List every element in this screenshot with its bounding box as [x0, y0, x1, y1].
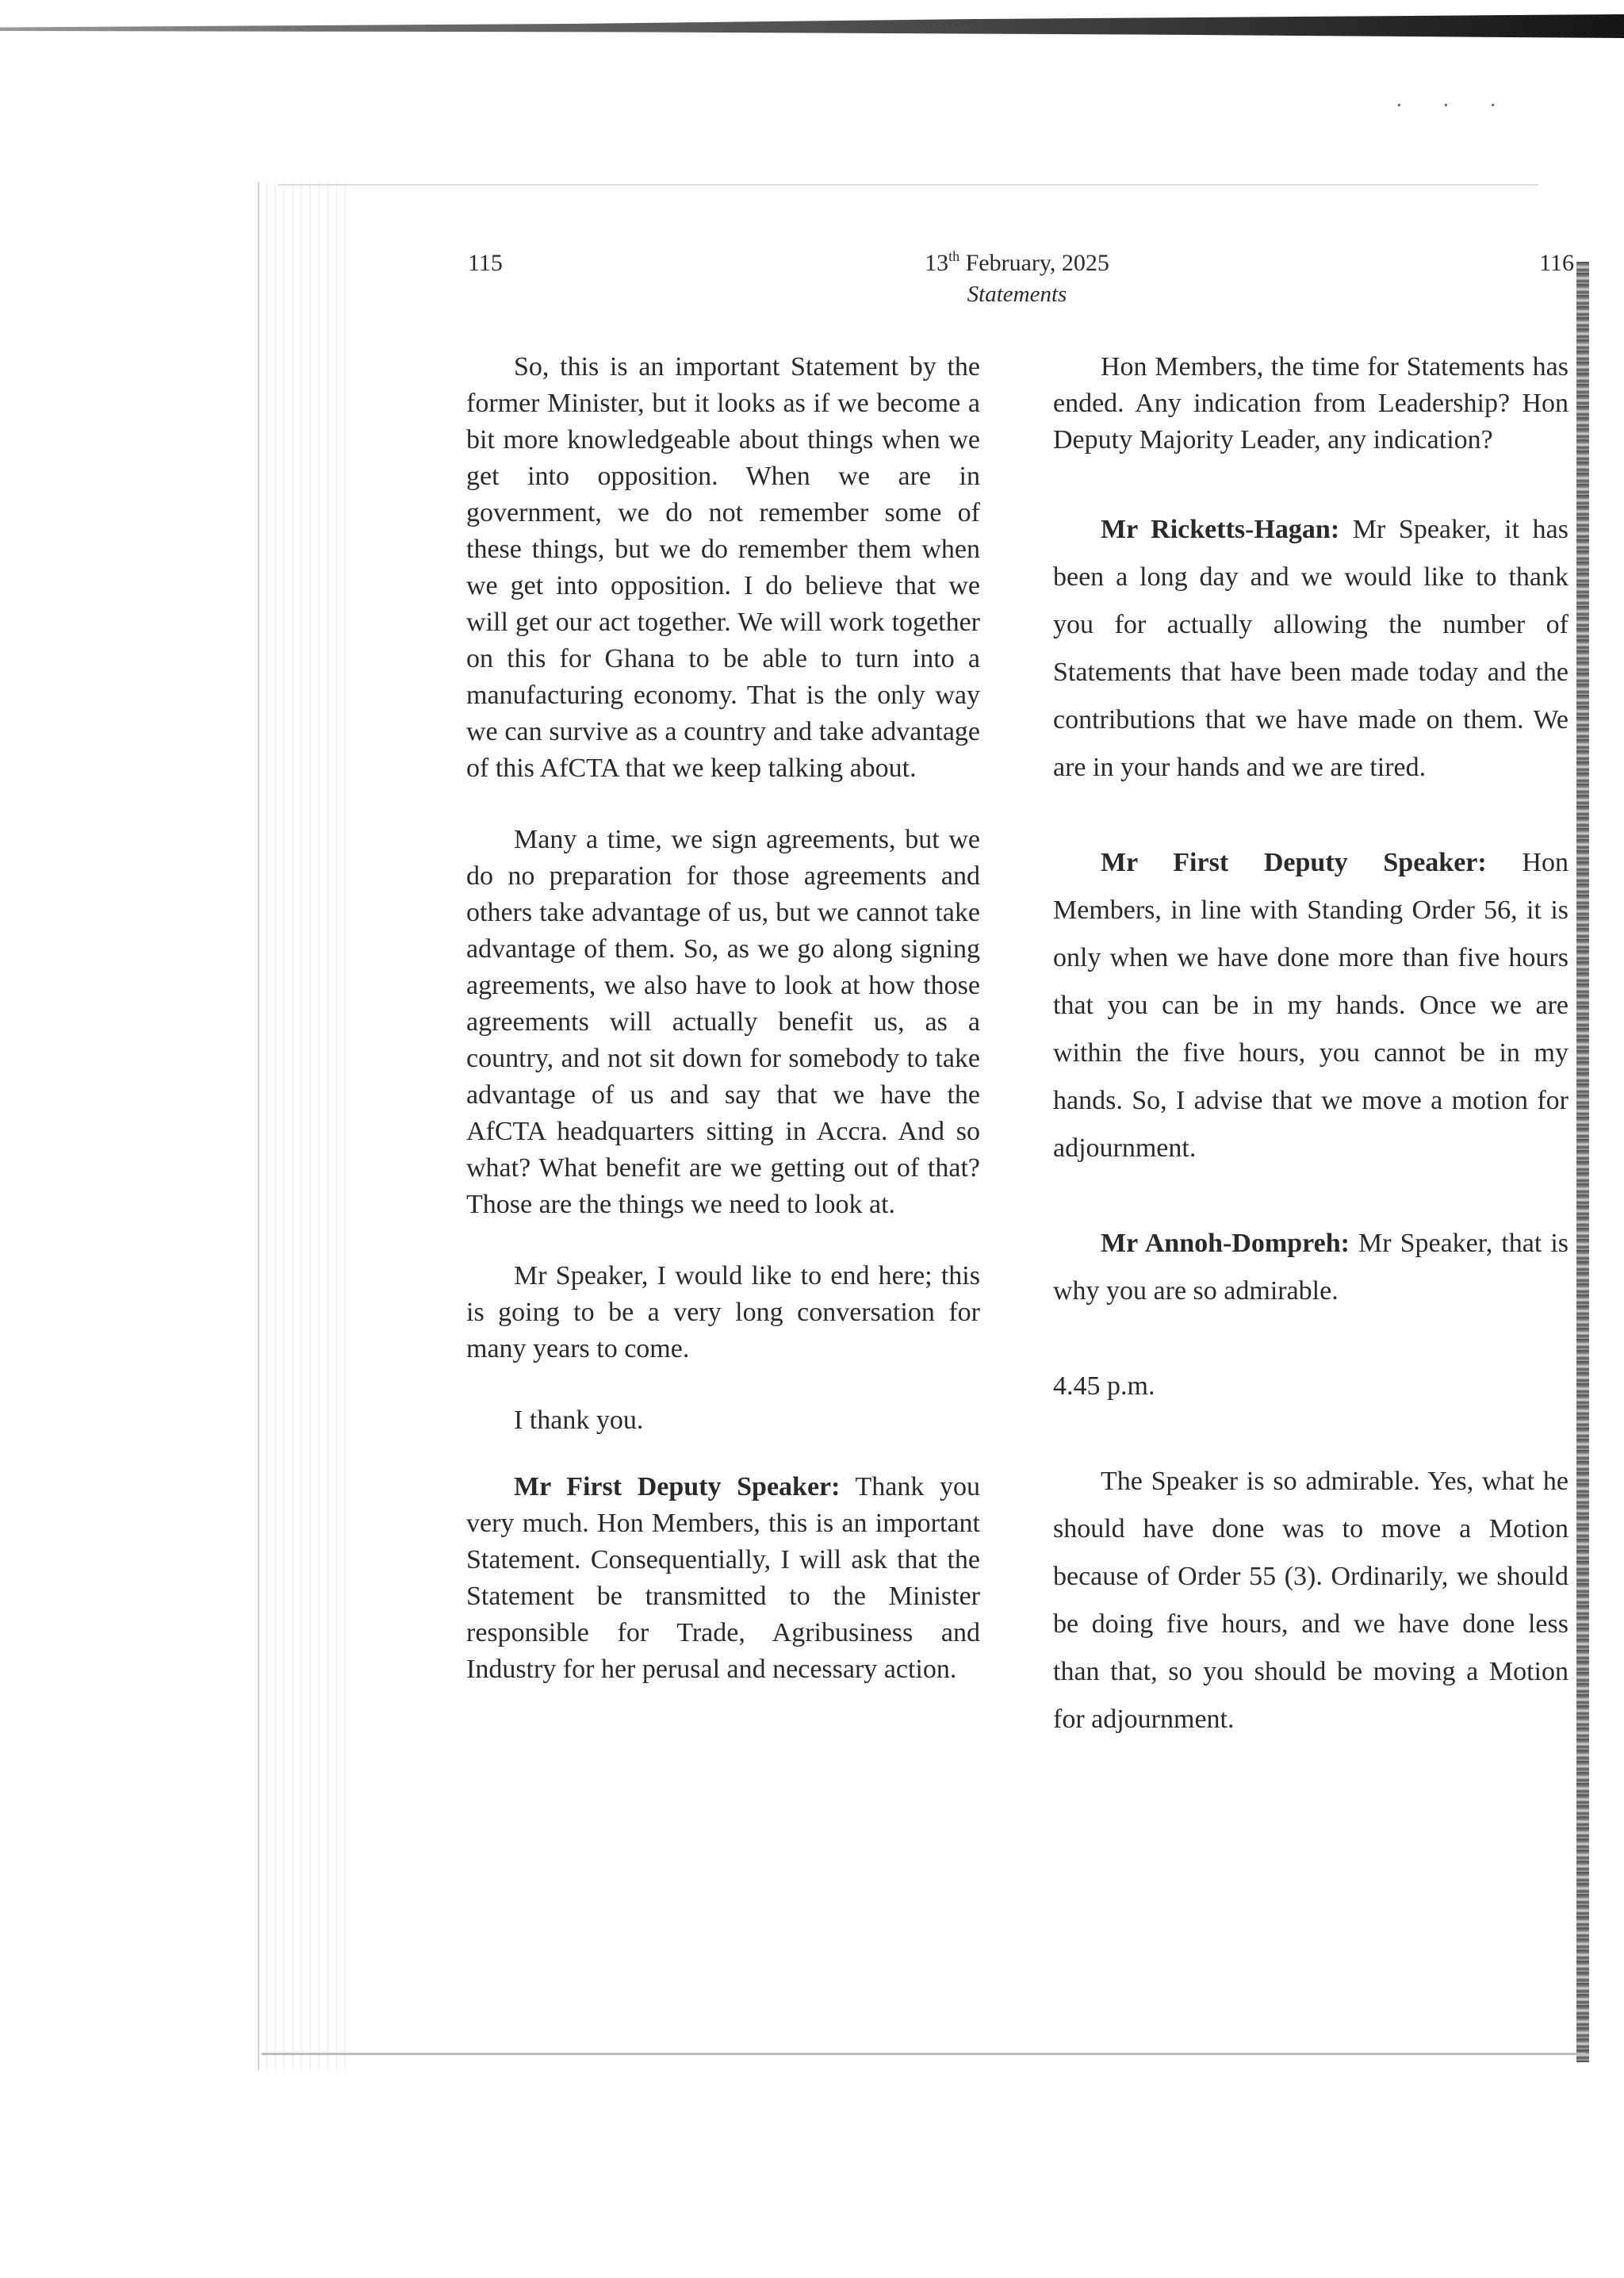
section-title: Statements: [967, 282, 1067, 307]
date-day: 13: [925, 250, 949, 276]
speaker-name: Mr Ricketts-Hagan:: [1101, 515, 1340, 544]
time-stamp: 4.45 p.m.: [1053, 1371, 1155, 1401]
speaker-paragraph: [1053, 1220, 1568, 1315]
page-edge-bottom: [262, 2053, 1586, 2055]
speaker-paragraph: [1053, 839, 1568, 1172]
page-number-left: 115: [468, 250, 503, 276]
left-column: [466, 349, 980, 1723]
page-edge-top: [278, 184, 1538, 186]
paragraph: I thank you.: [514, 1406, 644, 1435]
speech-text: Hon Members, in line with Standing Order 56, it is only when we have done more than five hours that you can be in my hands. Once we are within the five hours, you cannot be in my hands. So, I advise that we move a motion for adjournment.: [1053, 848, 1568, 1163]
page-header: [460, 250, 1574, 321]
book-spine-left: [258, 182, 347, 2070]
paragraph: Many a time, we sign agreements, but we do no preparation for those agreements and others take advantage of us, but we cannot take advantage of them. So, as we go along signing agreements, we also have to look at how those agreements will actually benefit us, as a country, and not sit down for somebody to take advantage of us and say that we have the AfCTA headquarters sitting in Accra. And so what? What benefit are we getting out of that? Those are the things we need to look at.: [466, 825, 980, 1219]
scan-specks: · · ·: [1396, 94, 1514, 117]
paragraph: So, this is an important Statement by the former Minister, but it looks as if we become a bit more knowledgeable about things when we get into opposition. When we are in government, we do not remember some of these things, but we do remember them when we get into opposition. I do believe that we will get our act together. We will work together on this for Ghana to be able to turn into a manufacturing economy. That is the only way we can survive as a country and take advantage of this AfCTA that we keep talking about.: [466, 352, 980, 783]
speaker-paragraph: [466, 1469, 980, 1688]
speaker-paragraph: [1053, 506, 1568, 792]
speech-text: Thank you very much. Hon Members, this is an important Statement. Consequentially, I will ask that the Statement be transmitted to the Minister responsible for Trade, Agribusiness and Industry for her perusal and necessary action.: [466, 1472, 980, 1684]
page-number-right: 116: [1539, 250, 1574, 276]
paragraph: The Speaker is so admirable. Yes, what he should have done was to move a Motion because of Order 55 (3). Ordinarily, we should be doing five hours, and we have done less than that, so you should be moving a Motion for adjournment.: [1053, 1467, 1568, 1734]
speaker-name: Mr First Deputy Speaker:: [514, 1472, 841, 1501]
date-line: [460, 250, 1574, 277]
speech-text: Mr Speaker, that is why you are so admirable.: [1053, 1229, 1568, 1306]
speaker-name: Mr Annoh-Dompreh:: [1101, 1229, 1350, 1258]
book-spine-right: [1576, 262, 1589, 2062]
date-suffix: th: [948, 248, 960, 264]
speaker-name: Mr First Deputy Speaker:: [1101, 848, 1487, 877]
speech-text: Mr Speaker, it has been a long day and we would like to thank you for actually allowing the number of Statements that have been made today and the contributions that we have made on them. We are in your hands and we are tired.: [1053, 515, 1568, 782]
paragraph: Mr Speaker, I would like to end here; this is going to be a very long conversation for many years to come.: [466, 1261, 980, 1363]
scan-edge-shadow: [0, 14, 1624, 38]
date-rest: February, 2025: [959, 250, 1109, 276]
right-column: [1053, 349, 1568, 1791]
paragraph: Hon Members, the time for Statements has ended. Any indication from Leadership? Hon Deputy Majority Leader, any indication?: [1053, 352, 1568, 454]
